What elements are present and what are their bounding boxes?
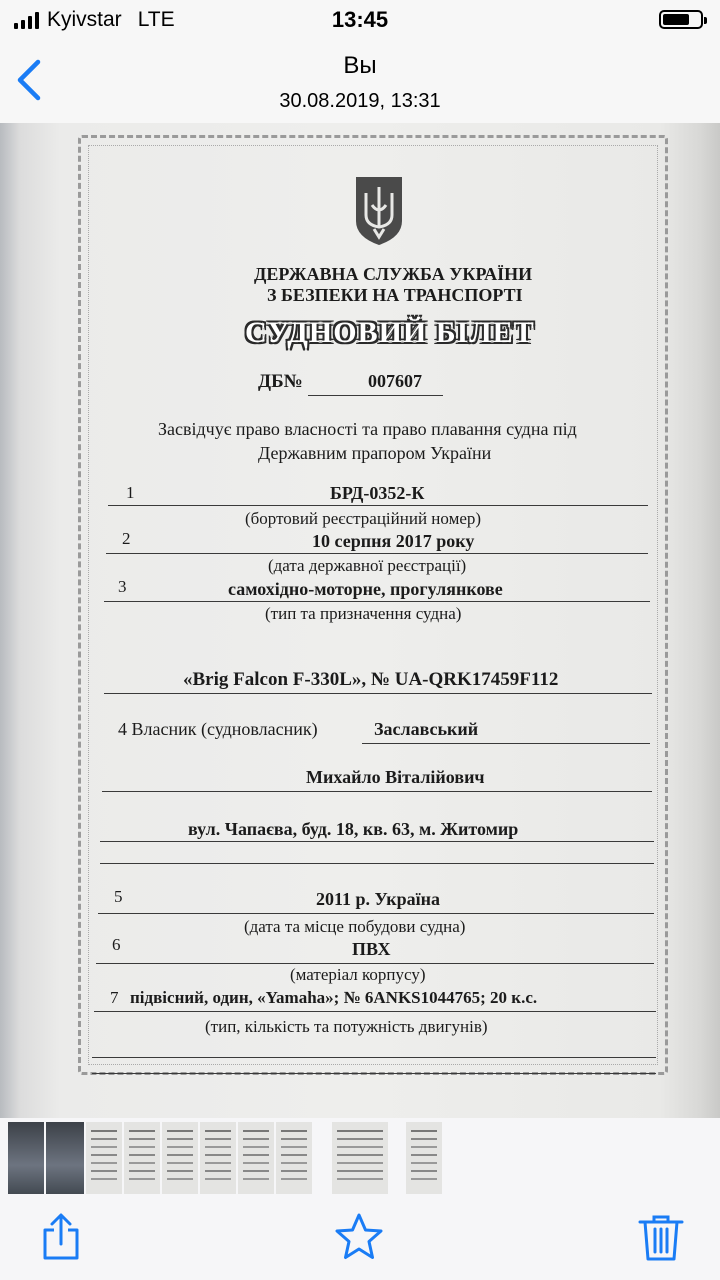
delete-button[interactable] xyxy=(636,1212,686,1262)
registration-date: 10 серпня 2017 року xyxy=(312,531,475,551)
certifies-line-1: Засвідчує право власності та право плавання судна під xyxy=(158,419,577,439)
favorite-button[interactable] xyxy=(334,1212,384,1262)
document-thumbnail[interactable] xyxy=(200,1122,236,1194)
photo-thumbnail[interactable] xyxy=(46,1122,84,1194)
carrier-name: Kyivstar xyxy=(47,8,122,31)
photo-view[interactable] xyxy=(0,123,720,1118)
photo-thumbnail[interactable] xyxy=(8,1122,44,1194)
bottom-toolbar xyxy=(0,1200,720,1280)
db-label: ДБ№ xyxy=(258,371,303,392)
db-number: 007607 xyxy=(368,371,422,391)
agency-line-2: З БЕЗПЕКИ НА ТРАНСПОРТІ xyxy=(267,285,523,305)
sender-title: Вы xyxy=(343,52,377,79)
document-thumbnail[interactable] xyxy=(238,1122,274,1194)
field-5-number: 5 xyxy=(114,887,123,906)
document-thumbnail[interactable] xyxy=(276,1122,312,1194)
document-thumbnail-selected[interactable] xyxy=(332,1122,388,1194)
document-thumbnail[interactable] xyxy=(406,1122,442,1194)
trident-emblem-icon xyxy=(352,175,406,247)
network-type: LTE xyxy=(137,8,175,31)
document-thumbnail[interactable] xyxy=(162,1122,198,1194)
owner-name: Михайло Віталійович xyxy=(306,767,485,787)
vessel-name: «Brig Falcon F-330L», № UA-QRK17459F112 xyxy=(183,669,559,690)
hull-material: ПВХ xyxy=(352,939,391,959)
status-time: 13:45 xyxy=(331,7,389,32)
field-2-number: 2 xyxy=(122,529,131,548)
document-thumbnail[interactable] xyxy=(86,1122,122,1194)
thumbnail-strip[interactable] xyxy=(0,1118,720,1200)
field-3-caption: (тип та призначення судна) xyxy=(265,604,462,623)
field-2-caption: (дата державної реєстрації) xyxy=(268,556,467,575)
star-icon xyxy=(334,1212,384,1262)
status-bar xyxy=(0,0,720,40)
field-7-caption: (тип, кількість та потужність двигунів) xyxy=(205,1017,488,1036)
photo-date: 30.08.2019, 13:31 xyxy=(279,90,441,112)
registration-number: БРД-0352-К xyxy=(330,483,425,503)
field-1-caption: (бортовий реєстраційний номер) xyxy=(245,509,482,528)
trash-icon xyxy=(636,1212,686,1262)
certifies-line-2: Державним прапором України xyxy=(258,443,492,463)
field-7-number: 7 xyxy=(110,988,119,1007)
document-title: СУДНОВИЙ БІЛЕТ xyxy=(245,316,535,349)
field-6-caption: (матеріал корпусу) xyxy=(290,965,426,984)
field-5-caption: (дата та місце побудови судна) xyxy=(244,917,466,936)
field-6-number: 6 xyxy=(112,935,121,954)
field-3-number: 3 xyxy=(118,577,127,596)
agency-line-1: ДЕРЖАВНА СЛУЖБА УКРАЇНИ xyxy=(254,264,533,284)
owner-address: вул. Чапаєва, буд. 18, кв. 63, м. Житомир xyxy=(188,819,519,839)
navigation-bar xyxy=(0,40,720,123)
owner-label: 4 Власник (судновласник) xyxy=(118,719,318,739)
share-icon xyxy=(36,1212,86,1262)
field-1-number: 1 xyxy=(126,483,135,502)
document-thumbnail[interactable] xyxy=(124,1122,160,1194)
vessel-type: самохідно-моторне, прогулянкове xyxy=(228,579,503,599)
owner-surname: Заславський xyxy=(374,719,479,739)
engine-info: підвісний, один, «Yamaha»; № 6ANKS1044765; 20 к.с. xyxy=(130,988,538,1007)
share-button[interactable] xyxy=(36,1212,86,1262)
battery-icon xyxy=(659,10,703,29)
build-date-place: 2011 р. Україна xyxy=(316,889,441,909)
